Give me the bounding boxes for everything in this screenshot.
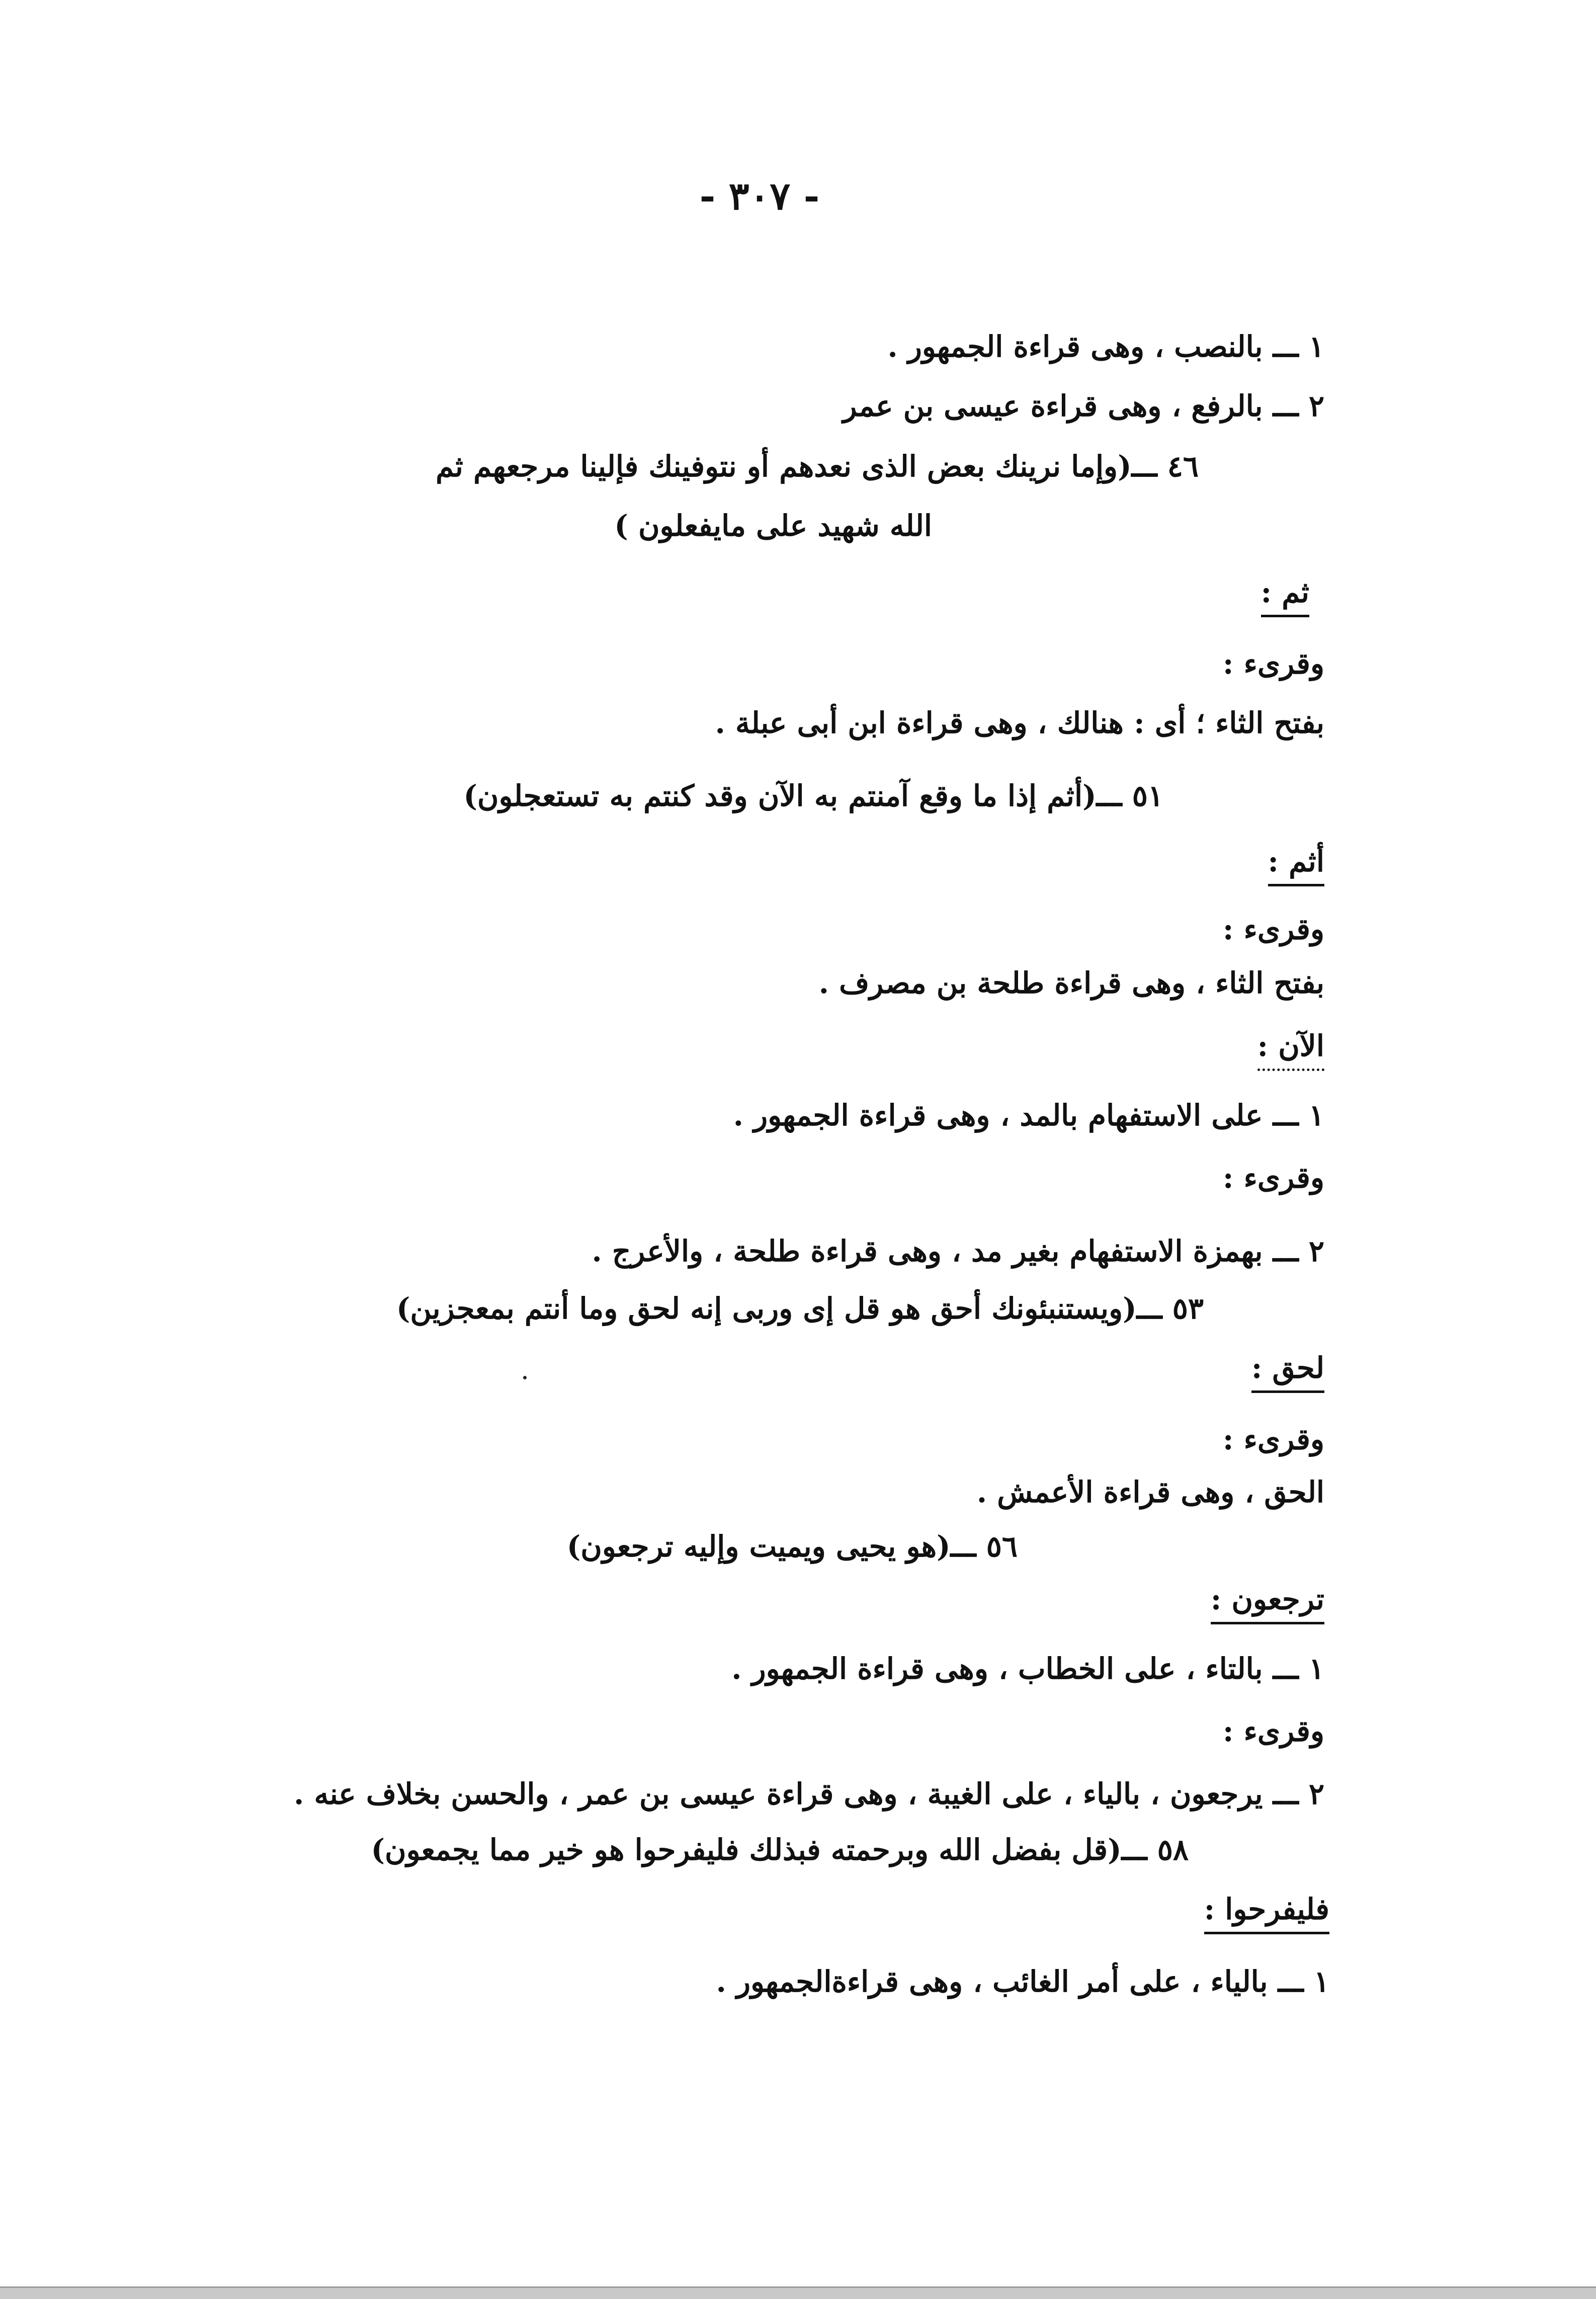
verse-line: ٥١ ـــ(أثم إذا ما وقع آمنتم به الآن وقد كنتم به تستعجلون) (463, 779, 1163, 813)
page-number: - ٣٠٧ - (699, 174, 820, 218)
text-line: ١ ـــ بالتاء ، على الخطاب ، وهى قراءة الجمهور . (731, 1652, 1324, 1686)
verse-line: ٥٨ ـــ(قل بفضل الله وبرحمته فبذلك فليفرحوا هو خير مما يجمعون) (371, 1833, 1189, 1867)
text-line: بفتح الثاء ؛ أى : هنالك ، وهى قراءة ابن أبى عبلة . (715, 706, 1324, 740)
word-heading: فليفرحوا : (1204, 1895, 1329, 1934)
text-line: ١ ـــ على الاستفهام بالمد ، وهى قراءة الجمهور . (733, 1098, 1324, 1132)
text-line: ١ ـــ بالياء ، على أمر الغائب ، وهى قراءةالجمهور . (716, 1964, 1329, 1999)
text-line: ٢ ـــ يرجعون ، بالياء ، على الغيبة ، وهى قراءة عيسى بن عمر ، والحسن بخلاف عنه . (294, 1777, 1324, 1811)
text-line: بفتح الثاء ، وهى قراءة طلحة بن مصرف . (818, 966, 1324, 1000)
viewer-bottom-border (0, 2286, 1596, 2299)
text-line: وقرىء : (1222, 1422, 1324, 1456)
verse-line: ٥٣ ـــ(ويستنبئونك أحق هو قل إى وربى إنه لحق وما أنتم بمعجزين) (396, 1291, 1204, 1326)
word-heading: ثم : (1261, 578, 1309, 617)
verse-line: ٥٦ ـــ(هو يحيى ويميت وإليه ترجعون) (566, 1529, 1018, 1564)
word-heading: ترجعون : (1211, 1585, 1324, 1624)
text-line: وقرىء : (1222, 1714, 1324, 1748)
scan-speck (523, 1376, 527, 1379)
text-line: الحق ، وهى قراءة الأعمش . (976, 1475, 1324, 1509)
word-heading: أثم : (1268, 847, 1324, 886)
verse-line: ٤٦ ـــ(وإما نرينك بعض الذى نعدهم أو نتوفينك فإلينا مرجعهم ثم (436, 449, 1199, 483)
text-line: وقرىء : (1222, 1161, 1324, 1195)
text-line: وقرىء : (1222, 912, 1324, 946)
verse-line: الله شهيد على مايفعلون ) (614, 509, 932, 543)
text-line: وقرىء : (1222, 646, 1324, 681)
text-line: ٢ ـــ بهمزة الاستفهام بغير مد ، وهى قراءة طلحة ، والأعرج . (592, 1234, 1324, 1268)
text-line: ٢ ـــ بالرفع ، وهى قراءة عيسى بن عمر (843, 389, 1324, 423)
text-line: ١ ـــ بالنصب ، وهى قراءة الجمهور . (887, 330, 1324, 364)
word-heading: لحق : (1251, 1353, 1324, 1393)
word-heading: الآن : (1257, 1031, 1324, 1071)
